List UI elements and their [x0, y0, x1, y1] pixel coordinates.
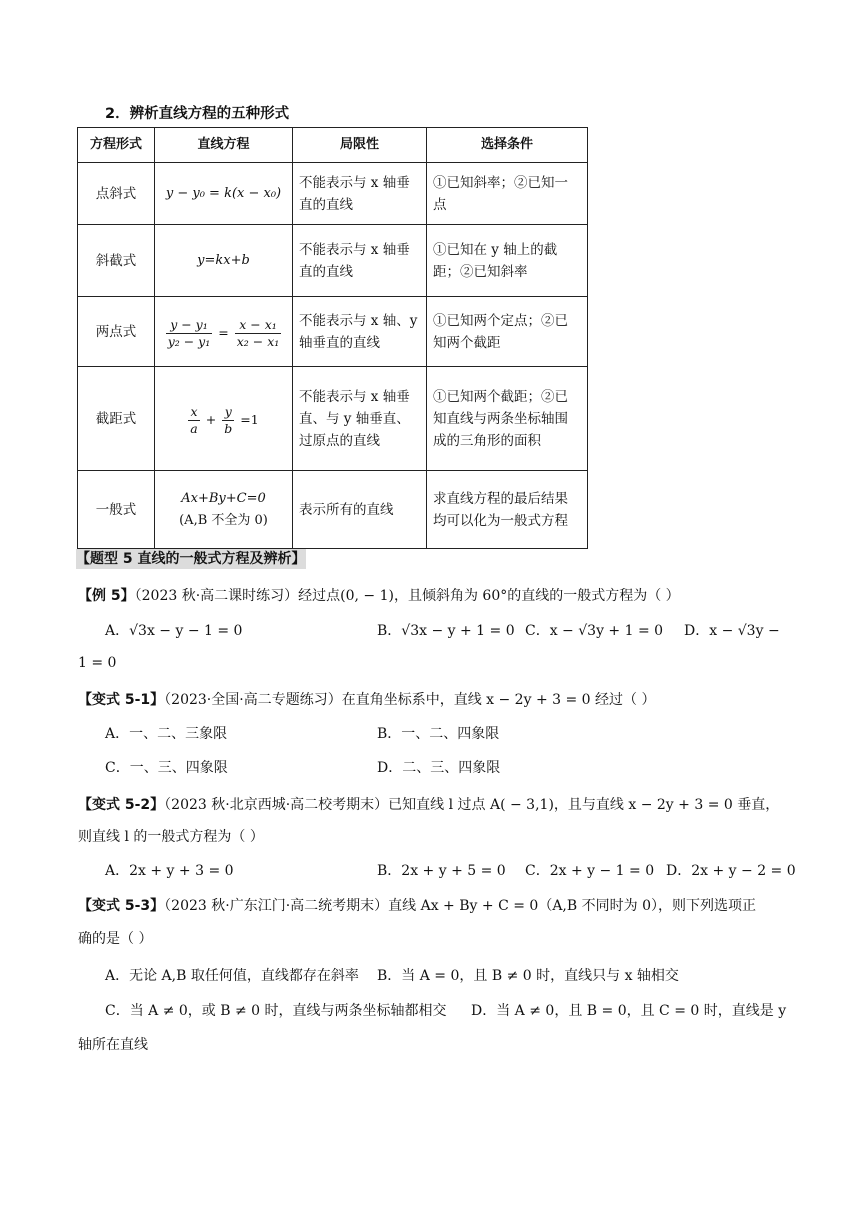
- option-c: C．x − √3y + 1 = 0: [525, 623, 664, 639]
- header-limitation: 局限性: [293, 128, 427, 163]
- condition-cell: ①已知斜率；②已知一点: [427, 163, 588, 225]
- option-d-continued: 1 = 0: [78, 655, 117, 671]
- form-cell: 点斜式: [78, 163, 155, 225]
- condition-cell: ①已知两个截距；②已知直线与两条坐标轴围成的三角形的面积: [427, 367, 588, 471]
- condition-cell: ①已知两个定点；②已知两个截距: [427, 297, 588, 367]
- form-cell: 截距式: [78, 367, 155, 471]
- intercept-equation: $\frac{x}{a}$ + $\frac{y}{b}$ =1: [190, 403, 259, 436]
- equation-cell: [155, 297, 293, 367]
- two-point-equation: $\frac{\text{y − y₁}}{\text{y₂ − y₁}}$ = $\frac{\text{x − x₁}}{\text{x₂ − x₁}}$: [167, 316, 280, 349]
- option-c: C．2x + y − 1 = 0: [525, 863, 655, 879]
- equation-cell: y=kx+b: [155, 225, 293, 297]
- header-condition: 选择条件: [427, 128, 588, 163]
- option-d: D．x − √3y −: [684, 623, 780, 639]
- fraction-x-over-a: $\frac{x}{a}$: [190, 403, 198, 436]
- option-a: A．2x + y + 3 = 0: [105, 863, 234, 879]
- fraction-right: $\frac{\text{x − x₁}}{\text{x₂ − x₁}}$: [236, 316, 280, 349]
- option-d-continued: 轴所在直线: [78, 1037, 148, 1053]
- condition-cell: ①已知在 y 轴上的截距；②已知斜率: [427, 225, 588, 297]
- option-b: B．一、二、四象限: [377, 726, 500, 742]
- form-cell: 两点式: [78, 297, 155, 367]
- condition-cell: 求直线方程的最后结果均可以化为一般式方程: [427, 471, 588, 549]
- form-cell: 一般式: [78, 471, 155, 549]
- limit-cell: 不能表示与 x 轴垂直的直线: [293, 163, 427, 225]
- table-row: [78, 471, 588, 549]
- limit-cell: 不能表示与 x 轴垂直、与 y 轴垂直、过原点的直线: [293, 367, 427, 471]
- fraction-left: $\frac{\text{y − y₁}}{\text{y₂ − y₁}}$: [167, 316, 211, 349]
- option-b: B．当 A = 0，且 B ≠ 0 时，直线只与 x 轴相交: [377, 968, 679, 984]
- option-d: D．2x + y − 2 = 0: [666, 863, 796, 879]
- line-equation-forms-table: [77, 127, 588, 549]
- fraction-y-over-b: $\frac{y}{b}$: [224, 403, 233, 436]
- option-c: C．当 A ≠ 0，或 B ≠ 0 时，直线与两条坐标轴都相交: [105, 1003, 447, 1019]
- limit-cell: 不能表示与 x 轴垂直的直线: [293, 225, 427, 297]
- option-a: A．无论 A,B 取任何值，直线都存在斜率: [105, 968, 359, 984]
- table-header-row: [78, 128, 588, 163]
- option-d: D．二、三、四象限: [377, 760, 501, 776]
- header-form: 方程形式: [78, 128, 155, 163]
- variant-5-1-question: 【变式 5-1】（2023·全国·高二专题练习）在直角坐标系中，直线 x − 2y + 3 = 0 经过（ ）: [78, 692, 656, 708]
- equation-cell: y − y₀ = k(x − x₀): [155, 163, 293, 225]
- example5-question: 【例 5】（2023 秋·高二课时练习）经过点(0, − 1)，且倾斜角为 60°的直线的一般式方程为（ ）: [78, 588, 680, 604]
- topic-heading: 【题型 5 直线的一般式方程及辨析】: [76, 551, 306, 567]
- option-d: D．当 A ≠ 0，且 B = 0，且 C = 0 时，直线是 y: [471, 1003, 787, 1019]
- header-equation: 直线方程: [155, 128, 293, 163]
- table-row: [78, 297, 588, 367]
- option-a: A．√3x − y − 1 = 0: [105, 623, 243, 639]
- equation-cell: [155, 367, 293, 471]
- option-a: A．一、二、三象限: [105, 726, 228, 742]
- option-c: C．一、三、四象限: [105, 760, 228, 776]
- form-cell: 斜截式: [78, 225, 155, 297]
- equation-cell: Ax+By+C=0 (A,B 不全为 0): [155, 471, 293, 549]
- table-row: [78, 367, 588, 471]
- section-title: 2．辨析直线方程的五种形式: [105, 106, 290, 122]
- variant-5-3-question-cont: 确的是（ ）: [78, 931, 153, 947]
- limit-cell: 不能表示与 x 轴、y 轴垂直的直线: [293, 297, 427, 367]
- table-row: [78, 225, 588, 297]
- variant-5-2-question: 【变式 5-2】（2023 秋·北京西城·高二校考期末）已知直线 l 过点 A( − 3,1)，且与直线 x − 2y + 3 = 0 垂直，: [78, 797, 780, 813]
- variant-5-3-question: 【变式 5-3】（2023 秋·广东江门·高二统考期末）直线 Ax + By + C = 0（A,B 不同时为 0），则下列选项正: [78, 898, 756, 914]
- option-b: B．√3x − y + 1 = 0: [377, 623, 515, 639]
- limit-cell: 表示所有的直线: [293, 471, 427, 549]
- variant-5-2-question-cont: 则直线 l 的一般式方程为（ ）: [78, 829, 264, 845]
- table-row: [78, 163, 588, 225]
- option-b: B．2x + y + 5 = 0: [377, 863, 506, 879]
